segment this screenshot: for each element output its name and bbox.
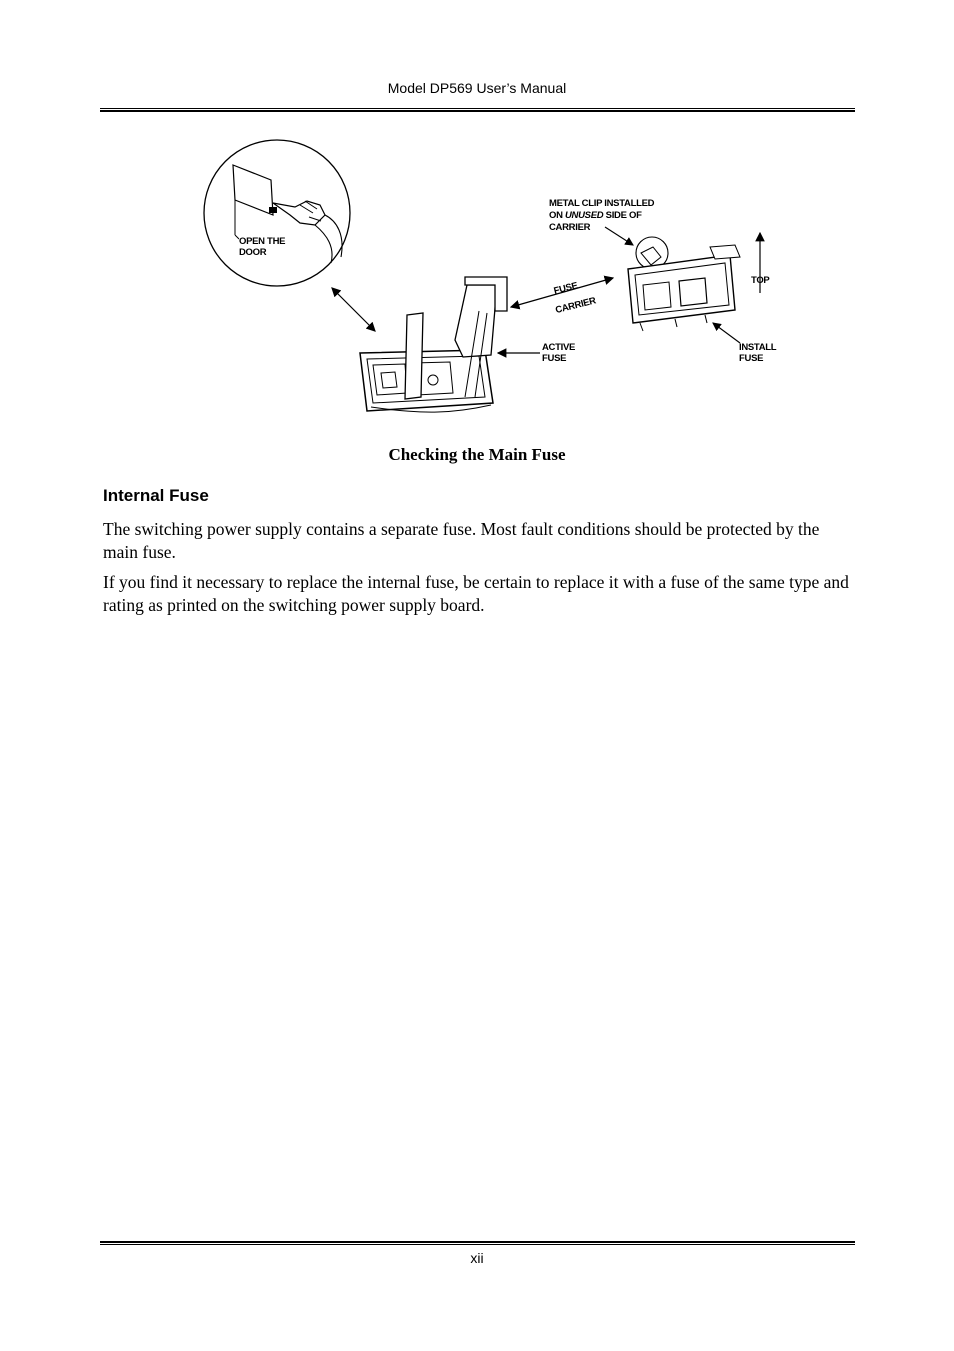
- metal-clip-label-line3: CARRIER: [549, 222, 591, 233]
- footer-rule-thick: [100, 1241, 855, 1243]
- install-fuse-arrow: [713, 323, 740, 343]
- page-number: xii: [470, 1250, 484, 1266]
- install-fuse-label-line2: FUSE: [739, 353, 764, 364]
- open-door-detail: [204, 140, 350, 286]
- fuse-carrier-detail: [628, 237, 740, 331]
- header-rule-thin: [100, 108, 855, 109]
- detail-link-arrow: [332, 288, 375, 331]
- open-door-label-line2: DOOR: [239, 247, 267, 258]
- metal-clip-label-line2: ON UNUSED SIDE OF: [549, 210, 642, 221]
- metal-clip-arrow: [605, 227, 633, 245]
- fuse-carrier-label-line2: CARRIER: [554, 295, 598, 317]
- active-fuse-label-line1: ACTIVE: [542, 342, 576, 353]
- fuse-carrier-label-line1: FUSE: [552, 280, 579, 297]
- paragraph-2: If you find it necessary to replace the internal fuse, be certain to replace it with a fuse of the same type and rating as printed on the switching power supply board.: [103, 572, 849, 615]
- header-rule-thick: [100, 110, 855, 112]
- active-fuse-label-line2: FUSE: [542, 353, 567, 364]
- section-heading: Internal Fuse: [103, 486, 209, 505]
- top-label: TOP: [751, 275, 770, 286]
- install-fuse-label-line1: INSTALL: [739, 342, 777, 353]
- running-header: Model DP569 User’s Manual: [387, 80, 567, 96]
- figure-caption: Checking the Main Fuse: [388, 445, 566, 464]
- footer-rule-thin: [100, 1244, 855, 1245]
- open-door-label-line1: OPEN THE: [239, 236, 286, 247]
- fuse-illustration: [195, 135, 795, 425]
- power-entry-module: [360, 277, 507, 412]
- paragraph-1: The switching power supply contains a separate fuse. Most fault conditions should be protected by the main fuse.: [103, 519, 820, 562]
- metal-clip-label-line1: METAL CLIP INSTALLED: [549, 198, 655, 209]
